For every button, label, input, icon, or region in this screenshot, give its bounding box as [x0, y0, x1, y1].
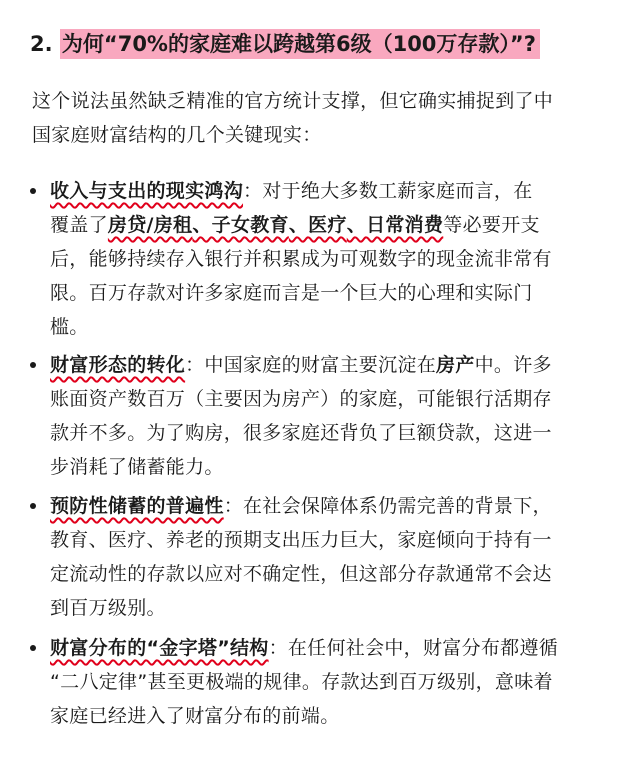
bullet-line — [50, 631, 620, 665]
bullet-line: 步消耗了储蓄能力。 — [50, 456, 224, 478]
bullet-term: 预防性储蓄的普遍性 — [50, 495, 224, 517]
expense-item: 房贷/房租 — [107, 214, 193, 236]
bullet-term: 财富分布的“金字塔”结构 — [50, 637, 269, 659]
intro-line: 这个说法虽然缺乏精准的官方统计支撑，但它确实捕捉到了中 — [32, 90, 554, 112]
bullet-item-precautionary-savings — [50, 489, 620, 625]
bullet-line: 后，能够持续存入银行并积累成为可观数字的现金流非常有 — [50, 248, 552, 270]
bullet-line: 限。百万存款对许多家庭而言是一个巨大的心理和实际门 — [50, 282, 533, 304]
bullet-line — [50, 208, 620, 242]
bullet-line: 款并不多。为了购房，很多家庭还背负了巨额贷款，这进一 — [50, 422, 552, 444]
bullet-line — [50, 174, 620, 208]
bullet-line: 账面资产数百万（主要因为房产）的家庭，可能银行活期存 — [50, 388, 552, 410]
bullet-line — [50, 489, 620, 523]
bullet-text: 覆盖了 — [50, 214, 108, 236]
bullet-line — [50, 348, 620, 382]
bullet-line: “二八定律”甚至更极端的规律。存款达到百万级别，意味着 — [50, 671, 553, 693]
bullet-item-pyramid — [50, 631, 620, 733]
bullet-dot — [30, 645, 36, 651]
bullet-text: ：对于绝大多数工薪家庭而言，在 — [243, 180, 533, 202]
bullet-item-income-gap — [50, 174, 620, 344]
bullet-dot — [30, 503, 36, 509]
expense-item: 、日常消费 — [346, 214, 444, 236]
bullet-line: 教育、医疗、养老的预期支出压力巨大，家庭倾向于持有一 — [50, 529, 552, 551]
expense-item: 、子女教育 — [192, 214, 289, 236]
heading-title: 为何“70%的家庭难以跨越第6级（100万存款）”? — [60, 29, 540, 59]
bullet-text: ：在社会保障体系仍需完善的背景下， — [223, 495, 552, 517]
intro-line: 国家庭财富结构的几个关键现实： — [32, 124, 322, 146]
bullet-term: 财富形态的转化 — [50, 354, 186, 376]
expense-item: 、医疗 — [288, 214, 347, 236]
bullet-text: ：在任何社会中，财富分布都遵循 — [268, 637, 559, 659]
bullet-line: 家庭已经进入了财富分布的前端。 — [50, 705, 340, 727]
bullet-line: 槛。 — [50, 316, 89, 338]
bullet-text: 等必要开支 — [443, 214, 540, 236]
bullet-term: 收入与支出的现实鸿沟 — [50, 180, 244, 202]
bullet-dot — [30, 362, 36, 368]
bullet-line: 到百万级别。 — [50, 597, 166, 619]
bullet-item-wealth-form — [50, 348, 620, 484]
bullet-line: 定流动性的存款以应对不确定性，但这部分存款通常不会达 — [50, 563, 552, 585]
section-heading — [30, 24, 540, 64]
intro-paragraph — [32, 84, 612, 152]
bullet-dot — [30, 188, 36, 194]
heading-number: 2. — [30, 32, 53, 56]
bullet-text: ：中国家庭的财富主要沉淀在 — [185, 354, 437, 376]
bold-word: 房产 — [436, 354, 475, 376]
bullet-text: 中。许多 — [474, 354, 552, 376]
